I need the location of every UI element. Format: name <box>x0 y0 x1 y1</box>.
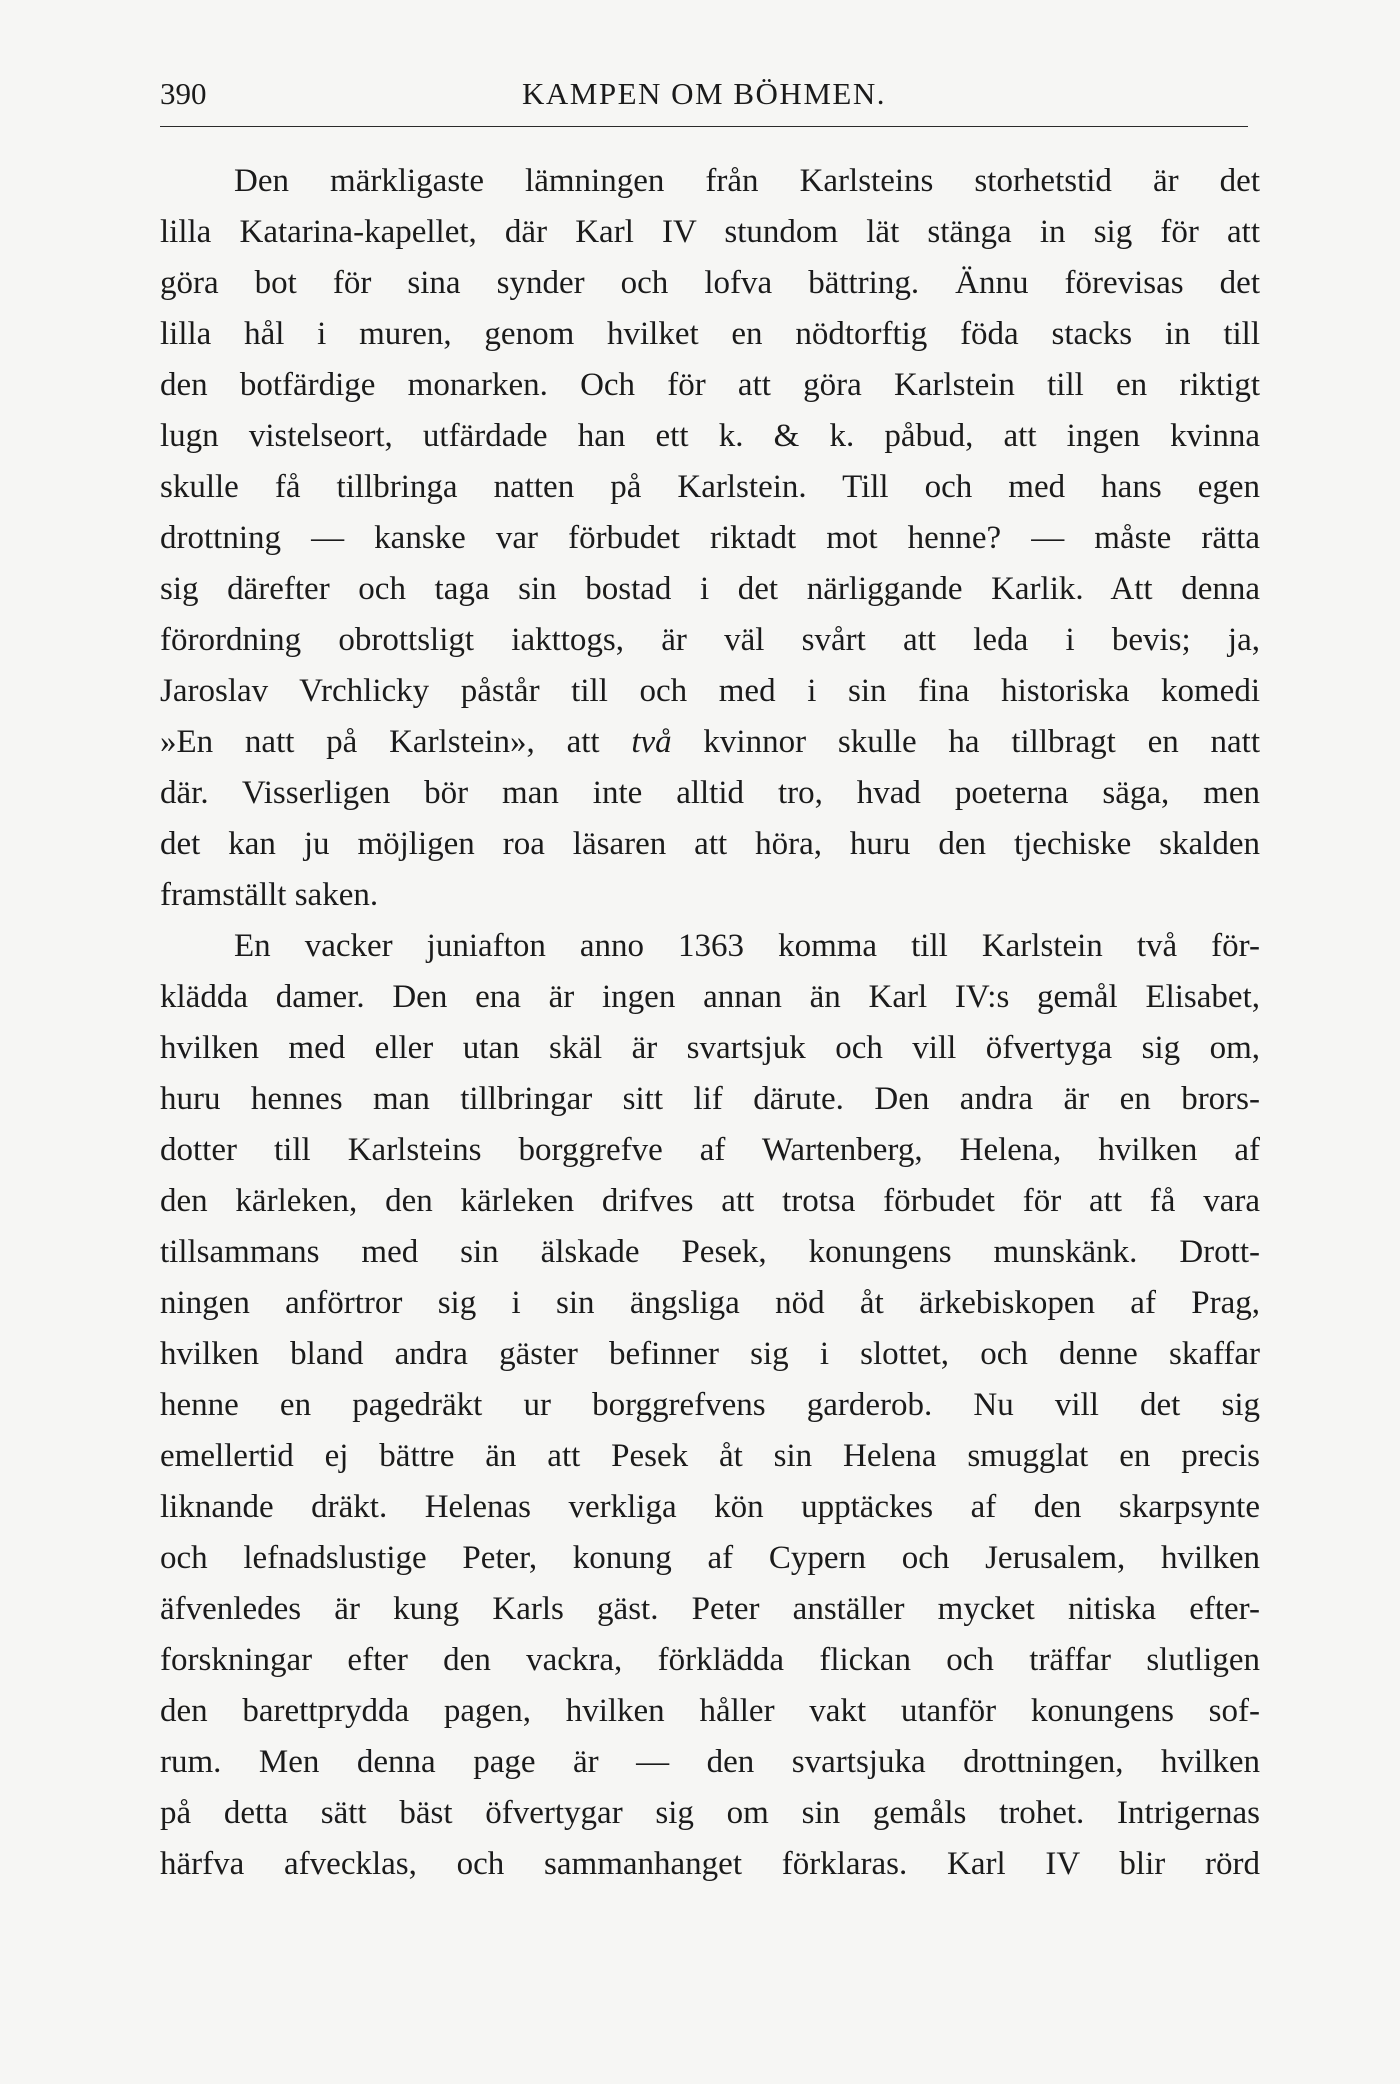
text-line: emellertid ej bättre än att Pesek åt sin Helena smugglat en precis <box>160 1438 1260 1474</box>
text-line: drottning — kanske var förbudet riktadt mot henne? — måste rätta <box>160 520 1260 556</box>
text-line: tillsammans med sin älskade Pesek, konungens munskänk. Drott- <box>160 1234 1260 1270</box>
paragraph <box>160 156 1260 921</box>
text-line: hvilken bland andra gäster befinner sig i slottet, och denne skaffar <box>160 1336 1260 1372</box>
text-line: huru hennes man tillbringar sitt lif därute. Den andra är en brors- <box>160 1081 1260 1117</box>
text-line: rum. Men denna page är — den svartsjuka drottningen, hvilken <box>160 1744 1260 1780</box>
text-line: förordning obrottsligt iakttogs, är väl svårt att leda i bevis; ja, <box>160 622 1260 658</box>
text-line: lugn vistelseort, utfärdade han ett k. & k. påbud, att ingen kvinna <box>160 418 1260 454</box>
text-line: göra bot för sina synder och lofva bättring. Ännu förevisas det <box>160 265 1260 301</box>
body-text <box>160 156 1260 1890</box>
text-line: där. Visserligen bör man inte alltid tro, hvad poeterna säga, men <box>160 775 1260 811</box>
text-line: härfva afvecklas, och sammanhanget förklaras. Karl IV blir rörd <box>160 1846 1260 1882</box>
text-line: forskningar efter den vackra, förklädda flickan och träffar slutligen <box>160 1642 1260 1678</box>
text-line: Den märkligaste lämningen från Karlsteins storhetstid är det <box>234 163 1260 199</box>
text-line: den barettprydda pagen, hvilken håller vakt utanför konungens sof- <box>160 1693 1260 1729</box>
text-line: En vacker juniafton anno 1363 komma till Karlstein två för- <box>234 928 1260 964</box>
page-header <box>160 74 1248 127</box>
text-line: »En natt på Karlstein», att två kvinnor skulle ha tillbragt en natt <box>160 724 1260 760</box>
text-line: sig därefter och taga sin bostad i det närliggande Karlik. Att denna <box>160 571 1260 607</box>
text-line: skulle få tillbringa natten på Karlstein. Till och med hans egen <box>160 469 1260 505</box>
text-line: liknande dräkt. Helenas verkliga kön upptäckes af den skarpsynte <box>160 1489 1260 1525</box>
text-line: det kan ju möjligen roa läsaren att höra, huru den tjechiske skalden <box>160 826 1260 862</box>
text-line: dotter till Karlsteins borggrefve af Wartenberg, Helena, hvilken af <box>160 1132 1260 1168</box>
paragraph <box>160 921 1260 1890</box>
text-line: lilla Katarina-kapellet, där Karl IV stundom lät stänga in sig för att <box>160 214 1260 250</box>
text-line: den botfärdige monarken. Och för att göra Karlstein till en riktigt <box>160 367 1260 403</box>
running-title: KAMPEN OM BÖHMEN. <box>522 76 886 111</box>
text-line: Jaroslav Vrchlicky påstår till och med i sin fina historiska komedi <box>160 673 1260 709</box>
text-line: henne en pagedräkt ur borggrefvens garderob. Nu vill det sig <box>160 1387 1260 1423</box>
text-line: och lefnadslustige Peter, konung af Cypern och Jerusalem, hvilken <box>160 1540 1260 1576</box>
text-line: klädda damer. Den ena är ingen annan än Karl IV:s gemål Elisabet, <box>160 979 1260 1015</box>
text-line: på detta sätt bäst öfvertygar sig om sin gemåls trohet. Intrigernas <box>160 1795 1260 1831</box>
text-line: framställt saken. <box>160 877 379 913</box>
page-number: 390 <box>160 76 207 111</box>
text-line: den kärleken, den kärleken drifves att trotsa förbudet för att få vara <box>160 1183 1260 1219</box>
emphasized-word: två <box>631 724 672 760</box>
text-line: hvilken med eller utan skäl är svartsjuk och vill öfvertyga sig om, <box>160 1030 1260 1066</box>
text-line: lilla hål i muren, genom hvilket en nödtorftig föda stacks in till <box>160 316 1260 352</box>
text-line: äfvenledes är kung Karls gäst. Peter anställer mycket nitiska efter- <box>160 1591 1260 1627</box>
text-line: ningen anförtror sig i sin ängsliga nöd åt ärkebiskopen af Prag, <box>160 1285 1260 1321</box>
